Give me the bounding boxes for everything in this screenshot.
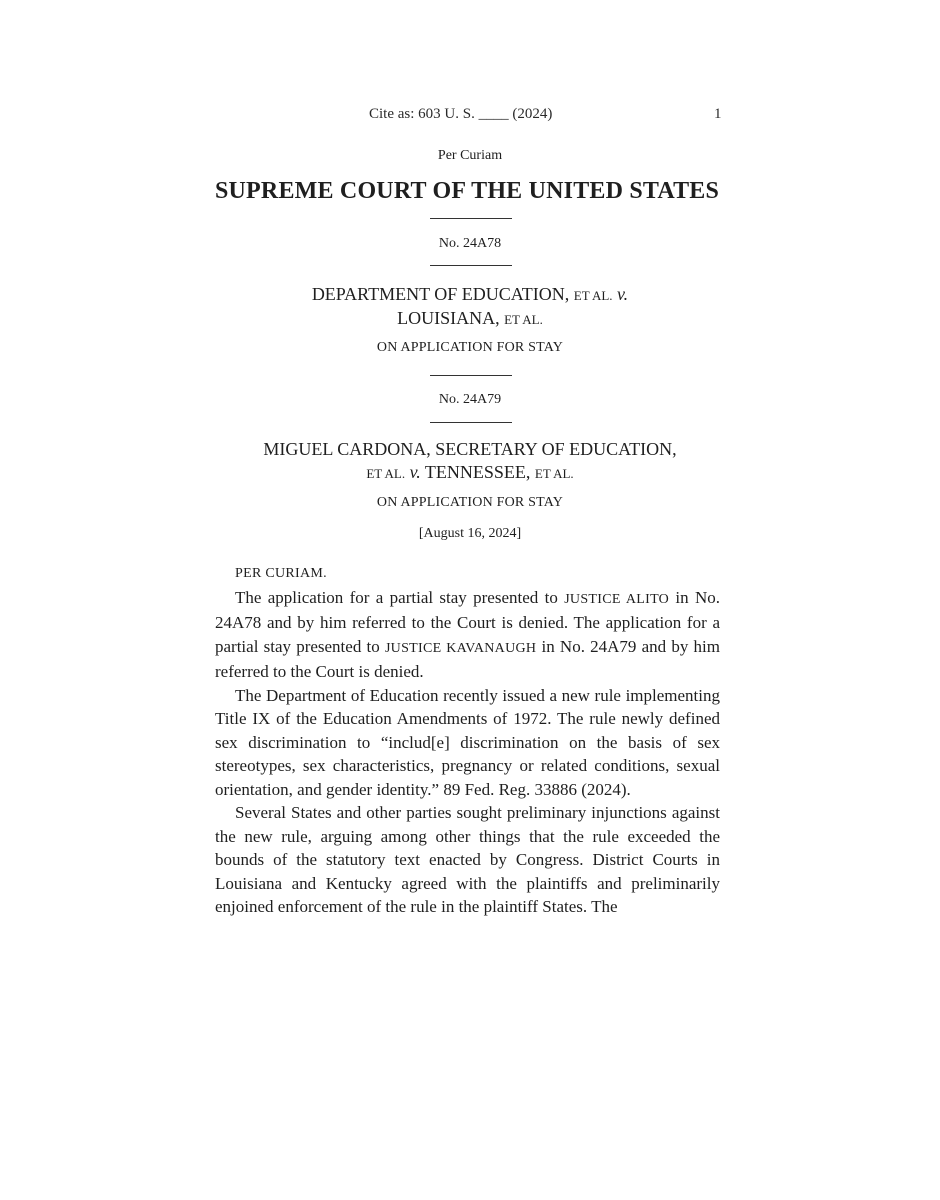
party-2: LOUISIANA,: [397, 308, 500, 328]
opinion-paragraph-3: Several States and other parties sought preliminary injunctions against the new rule, arguing among other things that the rule exceeded the bounds of the statutory text enacted by Congress. District Courts in Louisiana and Kentucky agreed with the plaintiffs and preliminarily enjoined enforcement of the rule in the plaintiff States. The: [215, 803, 720, 916]
divider-rule: [430, 218, 512, 219]
running-header: [369, 106, 729, 123]
opinion-paragraph-1: The application for a partial stay presented to JUSTICE ALITO in No. 24A78 and by him referred to the Court is denied. The application for a partial stay presented to JUSTICE KAVANAUGH in No. 24A79 and by him referred to the Court is denied.: [215, 587, 721, 681]
opinion-type-label: Per Curiam: [437, 148, 503, 163]
court-title: SUPREME COURT OF THE UNITED STATES: [214, 178, 720, 204]
application-line-1: ON APPLICATION FOR STAY: [376, 340, 564, 355]
party-1: DEPARTMENT OF EDUCATION,: [311, 284, 570, 304]
et-al: ET AL.: [504, 312, 543, 327]
et-al: ET AL.: [534, 466, 574, 481]
divider-rule: [430, 265, 512, 266]
page-number: 1: [714, 106, 722, 122]
et-al: ET AL.: [366, 466, 406, 481]
party-2: TENNESSEE,: [424, 462, 531, 482]
docket-number-1: No. 24A78: [438, 236, 502, 251]
case-caption-2: [180, 438, 760, 485]
application-line-2: ON APPLICATION FOR STAY: [376, 495, 564, 510]
opinion-paragraph-2: The Department of Education recently issued a new rule implementing Title IX of the Education Amendments of 1972. The rule newly defined sex discrimination to “includ[e] discrimination on the basis of sex stereotypes, sex characteristics, pregnancy or related conditions, sexual orientation, and gender identity.” 89 Fed. Reg. 33886 (2024).: [215, 685, 720, 799]
case-caption-1: [180, 283, 760, 331]
docket-number-2: No. 24A79: [438, 392, 502, 407]
justice-name: JUSTICE ALITO: [564, 591, 670, 607]
divider-rule: [430, 422, 512, 423]
divider-rule: [430, 375, 512, 376]
per-curiam-heading: PER CURIAM.: [235, 566, 327, 581]
citation-line: Cite as: 603 U. S. ____ (2024): [369, 106, 553, 122]
opinion-body: [215, 560, 720, 919]
versus: v.: [409, 462, 421, 482]
versus: v.: [617, 284, 629, 304]
party-1: MIGUEL CARDONA, SECRETARY OF EDUCATION,: [263, 439, 677, 459]
et-al: ET AL.: [573, 288, 613, 303]
justice-name: JUSTICE KAVANAUGH: [384, 640, 537, 656]
decision-date: [August 16, 2024]: [418, 526, 522, 541]
